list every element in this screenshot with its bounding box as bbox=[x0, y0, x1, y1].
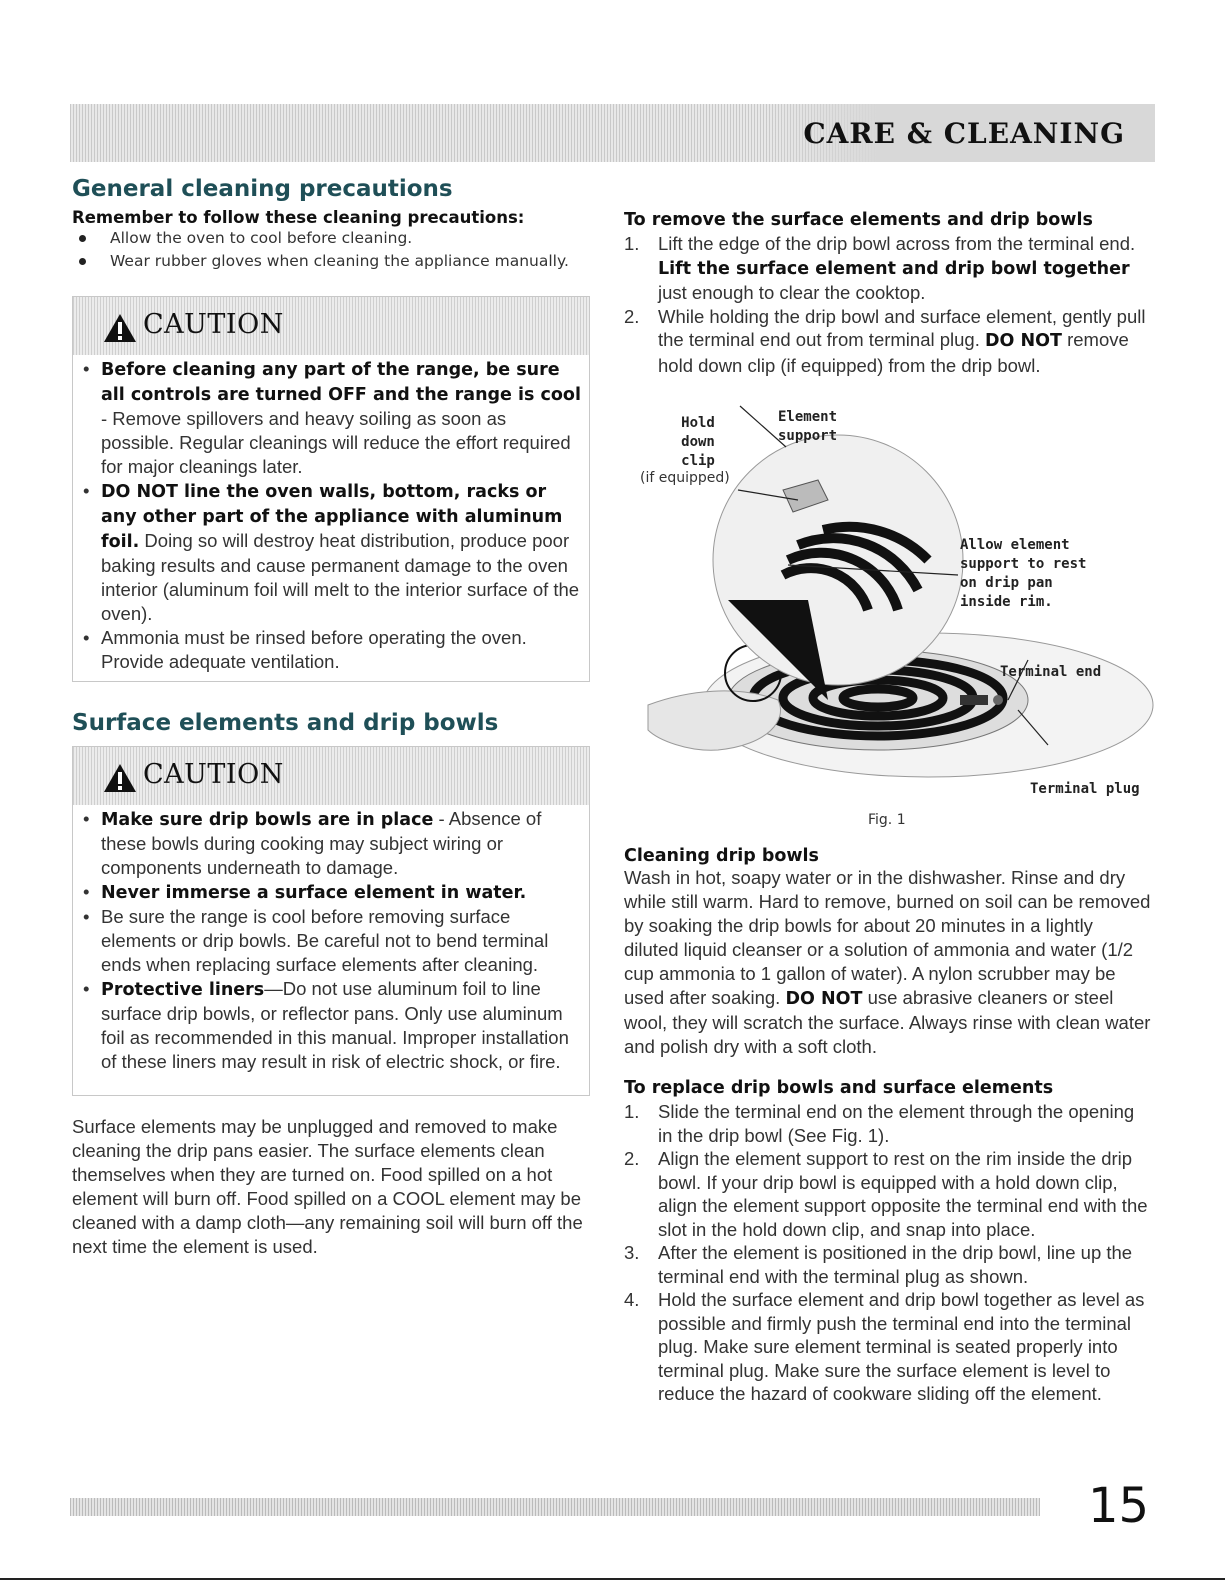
left-column bbox=[72, 176, 602, 273]
list-item bbox=[79, 807, 581, 880]
remove-heading: To remove the surface elements and drip bowls bbox=[624, 210, 1093, 230]
step-text: While holding the drip bowl and surface element, gently pull the terminal end out from terminal plug. bbox=[658, 305, 1146, 350]
general-heading: General cleaning precautions bbox=[72, 176, 453, 202]
step-bold: DO NOT bbox=[985, 331, 1062, 351]
step-number: 1. bbox=[624, 233, 640, 254]
replace-section bbox=[624, 1078, 1152, 1406]
list-item bbox=[624, 305, 1152, 378]
step-number: 2. bbox=[624, 1148, 640, 1169]
step-number: 4. bbox=[624, 1289, 640, 1310]
replace-heading: To replace drip bowls and surface elements bbox=[624, 1078, 1054, 1098]
cleaning-heading: Cleaning drip bowls bbox=[624, 846, 819, 866]
step-text: Lift the edge of the drip bowl across from the terminal end. bbox=[658, 233, 1136, 254]
surface-paragraph: Surface elements may be unplugged and removed to make cleaning the drip pans easier. The surface elements clean themselves when they are turned on. Food spilled on a hot element will burn off. Food spilled on a COOL element may be cleaned with a damp cloth—any remaining soil will burn off the next time the element is used. bbox=[72, 1116, 583, 1257]
item-text: Be sure the range is cool before removing surface elements or drip bowls. Be careful not to bend terminal ends when replacing surface elements after cleaning. bbox=[101, 906, 549, 975]
list-item bbox=[79, 905, 581, 977]
item-text: - Remove spillovers and heavy soiling as soon as possible. Regular cleanings will reduce the effort required for major cleanings later. bbox=[101, 408, 571, 477]
caution-label: CAUTION bbox=[143, 309, 284, 340]
caution-box-1 bbox=[72, 296, 590, 682]
bottom-rule bbox=[0, 1578, 1225, 1580]
caution-list bbox=[79, 807, 581, 1074]
step-number: 3. bbox=[624, 1242, 640, 1263]
list-item bbox=[624, 1100, 1152, 1147]
list-item bbox=[79, 977, 581, 1074]
surface-heading: Surface elements and drip bowls bbox=[72, 710, 499, 736]
general-bullet-list bbox=[72, 227, 602, 273]
step-bold: Lift the surface element and drip bowl together bbox=[658, 258, 1130, 279]
figure-label-terminal-plug: Terminal plug bbox=[1030, 781, 1140, 797]
step-text: Hold the surface element and drip bowl together as level as possible and firmly push the terminal end into the terminal plug. Make sure element terminal is seated properly into terminal plug. Make sure the surface element is level to reduce the hazard of cookware sliding off the element. bbox=[658, 1289, 1145, 1404]
figure-label-hold-down-clip: Hold down clip bbox=[681, 415, 715, 469]
step-text: remove hold down clip (if equipped) from the drip bowl. bbox=[658, 329, 1129, 376]
caution-list bbox=[79, 357, 581, 674]
item-text: —Do not use aluminum foil to line surface drip bowls, or reflector pans. Only use aluminum foil as recommended in this manual. Improper installation of these liners may result in risk of electric shock, or fire. bbox=[101, 978, 569, 1072]
step-number: 1. bbox=[624, 1101, 640, 1122]
warning-icon bbox=[103, 313, 137, 343]
list-item bbox=[79, 626, 581, 674]
footer-bar bbox=[70, 1498, 1040, 1516]
page-number: 15 bbox=[1088, 1478, 1150, 1534]
step-text: After the element is positioned in the drip bowl, line up the terminal end with the terminal plug as shown. bbox=[658, 1242, 1133, 1287]
list-item bbox=[79, 357, 581, 479]
item-text: Ammonia must be rinsed before operating the oven. Provide adequate ventilation. bbox=[101, 627, 527, 672]
step-text: Slide the terminal end on the element through the opening in the drip bowl (See Fig. 1). bbox=[658, 1101, 1135, 1146]
caution-box-2 bbox=[72, 746, 590, 1096]
warning-text: Protective liners bbox=[101, 980, 265, 1000]
figure-label-terminal-end: Terminal end bbox=[1000, 664, 1102, 680]
figure-label-allow-element: Allow element support to rest on drip pan inside rim. bbox=[960, 537, 1087, 610]
cleaning-section bbox=[624, 846, 1152, 1059]
list-item: Allow the oven to cool before cleaning. bbox=[72, 227, 602, 250]
general-subheading: Remember to follow these cleaning precautions: bbox=[72, 208, 525, 227]
remove-steps bbox=[624, 232, 1152, 377]
step-number: 2. bbox=[624, 305, 640, 327]
warning-text: Before cleaning any part of the range, be sure all controls are turned OFF and the range is cool bbox=[101, 360, 581, 405]
figure-label-element-support: Element support bbox=[778, 409, 838, 444]
list-item bbox=[624, 1241, 1152, 1288]
item-text: Doing so will destroy heat distribution, produce poor baking results and cause permanent damage to the oven interior (aluminum foil will melt to the interior surface of the oven). bbox=[101, 530, 580, 624]
list-item bbox=[624, 232, 1152, 305]
figure-1 bbox=[628, 400, 1158, 820]
cleaning-paragraph: Wash in hot, soapy water or in the dishwasher. Rinse and dry while still warm. Hard to remove, burned on soil can be removed by soaking the drip bowls for about 20 minutes in a lightly diluted liquid cleanser or a solution of ammonia and water (1/2 cup ammonia to 1 gallon of water). A nylon scrubber may be used after soaking. DO NOT use abrasive cleaners or steel wool, they will scratch the surface. Always rinse with clean water and polish dry with a soft cloth. bbox=[624, 867, 1151, 1057]
step-text: Align the element support to rest on the rim inside the drip bowl. If your drip bowl is equipped with a hold down clip, align the element support opposite the terminal end with the slot in the hold down clip, and snap into place. bbox=[658, 1148, 1148, 1240]
item-text: - Absence of these bowls during cooking may subject wiring or components underneath to damage. bbox=[101, 808, 542, 878]
right-column-top bbox=[624, 210, 1152, 377]
list-item bbox=[624, 1288, 1152, 1406]
list-item bbox=[624, 1147, 1152, 1241]
section-header-bar bbox=[70, 104, 1155, 162]
warning-text: Make sure drip bowls are in place bbox=[101, 810, 434, 830]
figure-caption: Fig. 1 bbox=[868, 812, 906, 828]
list-item bbox=[79, 880, 581, 905]
caution-label: CAUTION bbox=[143, 759, 284, 790]
figure-label-if-equipped: (if equipped) bbox=[640, 470, 730, 486]
section-title: CARE & CLEANING bbox=[763, 104, 1155, 162]
step-text: just enough to clear the cooktop. bbox=[658, 282, 926, 303]
caution-header bbox=[73, 297, 589, 355]
warning-icon bbox=[103, 763, 137, 793]
warning-text: Never immerse a surface element in water. bbox=[101, 883, 527, 903]
replace-steps bbox=[624, 1100, 1152, 1406]
list-item bbox=[79, 479, 581, 626]
caution-header bbox=[73, 747, 589, 805]
warning-text: DO NOT line the oven walls, bottom, racks or any other part of the appliance with aluminum foil. bbox=[101, 482, 563, 552]
list-item: Wear rubber gloves when cleaning the appliance manually. bbox=[72, 250, 602, 273]
